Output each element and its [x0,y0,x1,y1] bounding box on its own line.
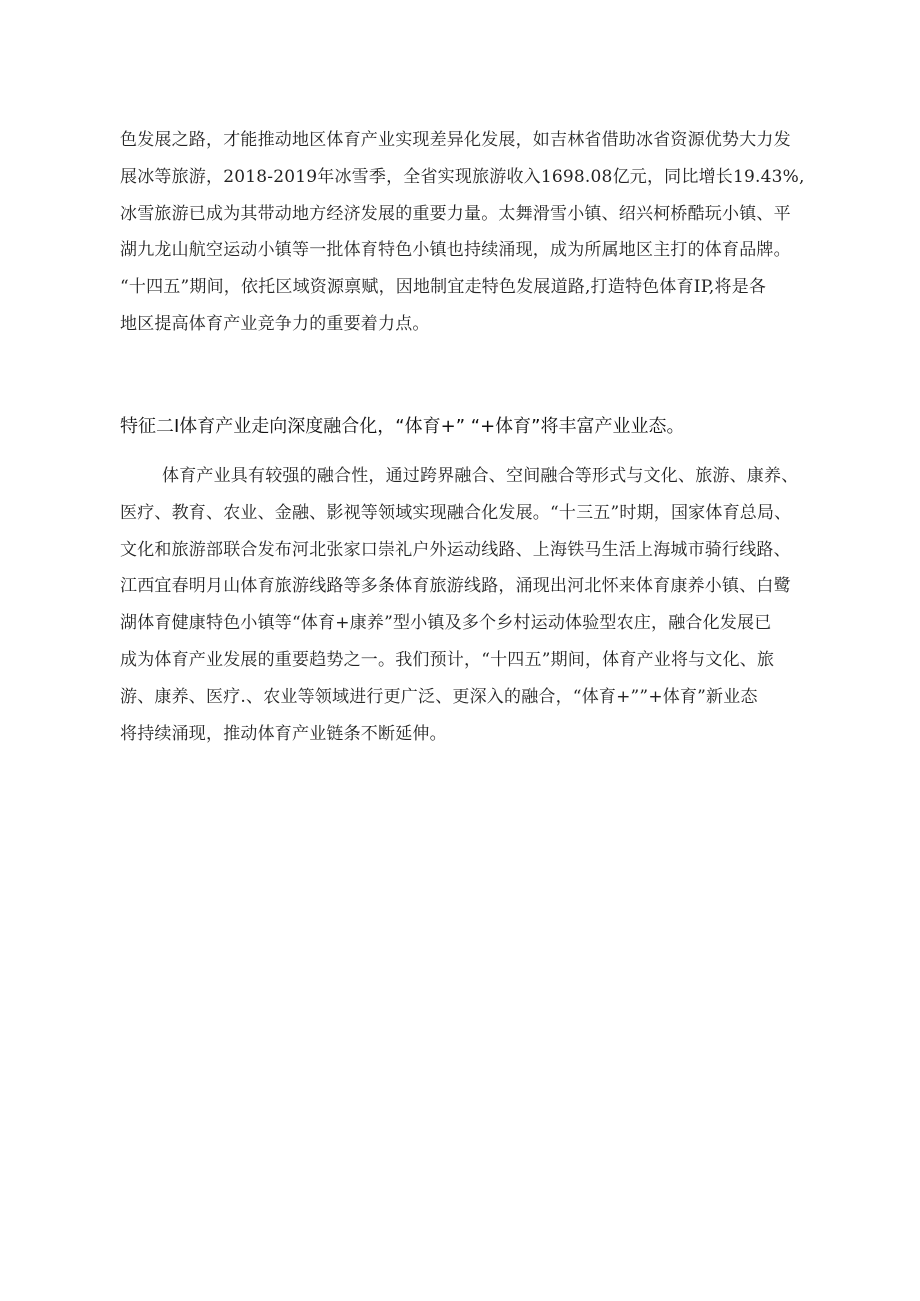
paragraph-1 [120,122,842,343]
paragraph-line: 体育产业具有较强的融合性，通过跨界融合、空间融合等形式与文化、旅游、康养、 [162,466,799,486]
paragraph-line: 湖体育健康特色小镇等“体育+康养”型小镇及多个乡村运动体验型农庄，融合化发展已 [120,613,772,634]
paragraph-line: 医疗、教育、农业、金融、影视等领域实现融合化发展。“十三五”时期，国家体育总局、 [120,502,792,523]
paragraph-line: 文化和旅游部联合发布河北张家口崇礼户外运动线路、上海铁马生活上海城市骑行线路、 [120,539,791,560]
paragraph-line: 成为体育产业发展的重要趋势之一。我们预计，“十四五”期间，体育产业将与文化、旅 [120,649,775,670]
paragraph-line: 江西宜春明月山体育旅游线路等多条体育旅游线路，涌现出河北怀来体育康养小镇、白鹭 [120,576,791,597]
paragraph-line: 将持续涌现，推动体育产业链条不断延伸。 [120,723,447,744]
paragraph-line: 湖九龙山航空运动小镇等一批体育特色小镇也持续涌现，成为所属地区主打的体育品牌。 [120,240,791,261]
paragraph-line: 色发展之路，才能推动地区体育产业实现差异化发展，如吉林省借助冰省资源优势大力发 [120,130,791,150]
section-heading: 特征二I体育产业走向深度融合化，“体育+” “+体育”将丰富产业业态。 [120,416,685,437]
paragraph-line: “十四五”期间，依托区域资源禀赋，因地制宜走特色发展道路,打造特色体育IP,将是各 [120,277,767,298]
paragraph-line: 展冰等旅游，2018-2019年冰雪季，全省实现旅游收入1698.08亿元，同比增长19.43%, [120,166,805,187]
paragraph-line: 游、康养、医疗.、农业等领域进行更广泛、更深入的融合，“体育+””+体育”新业态 [120,686,758,707]
paragraph-line: 冰雪旅游已成为其带动地方经济发展的重要力量。太舞滑雪小镇、绍兴柯桥酷玩小镇、平 [120,203,791,224]
paragraph-2 [120,458,842,752]
paragraph-line: 地区提高体育产业竞争力的重要着力点。 [120,313,430,334]
